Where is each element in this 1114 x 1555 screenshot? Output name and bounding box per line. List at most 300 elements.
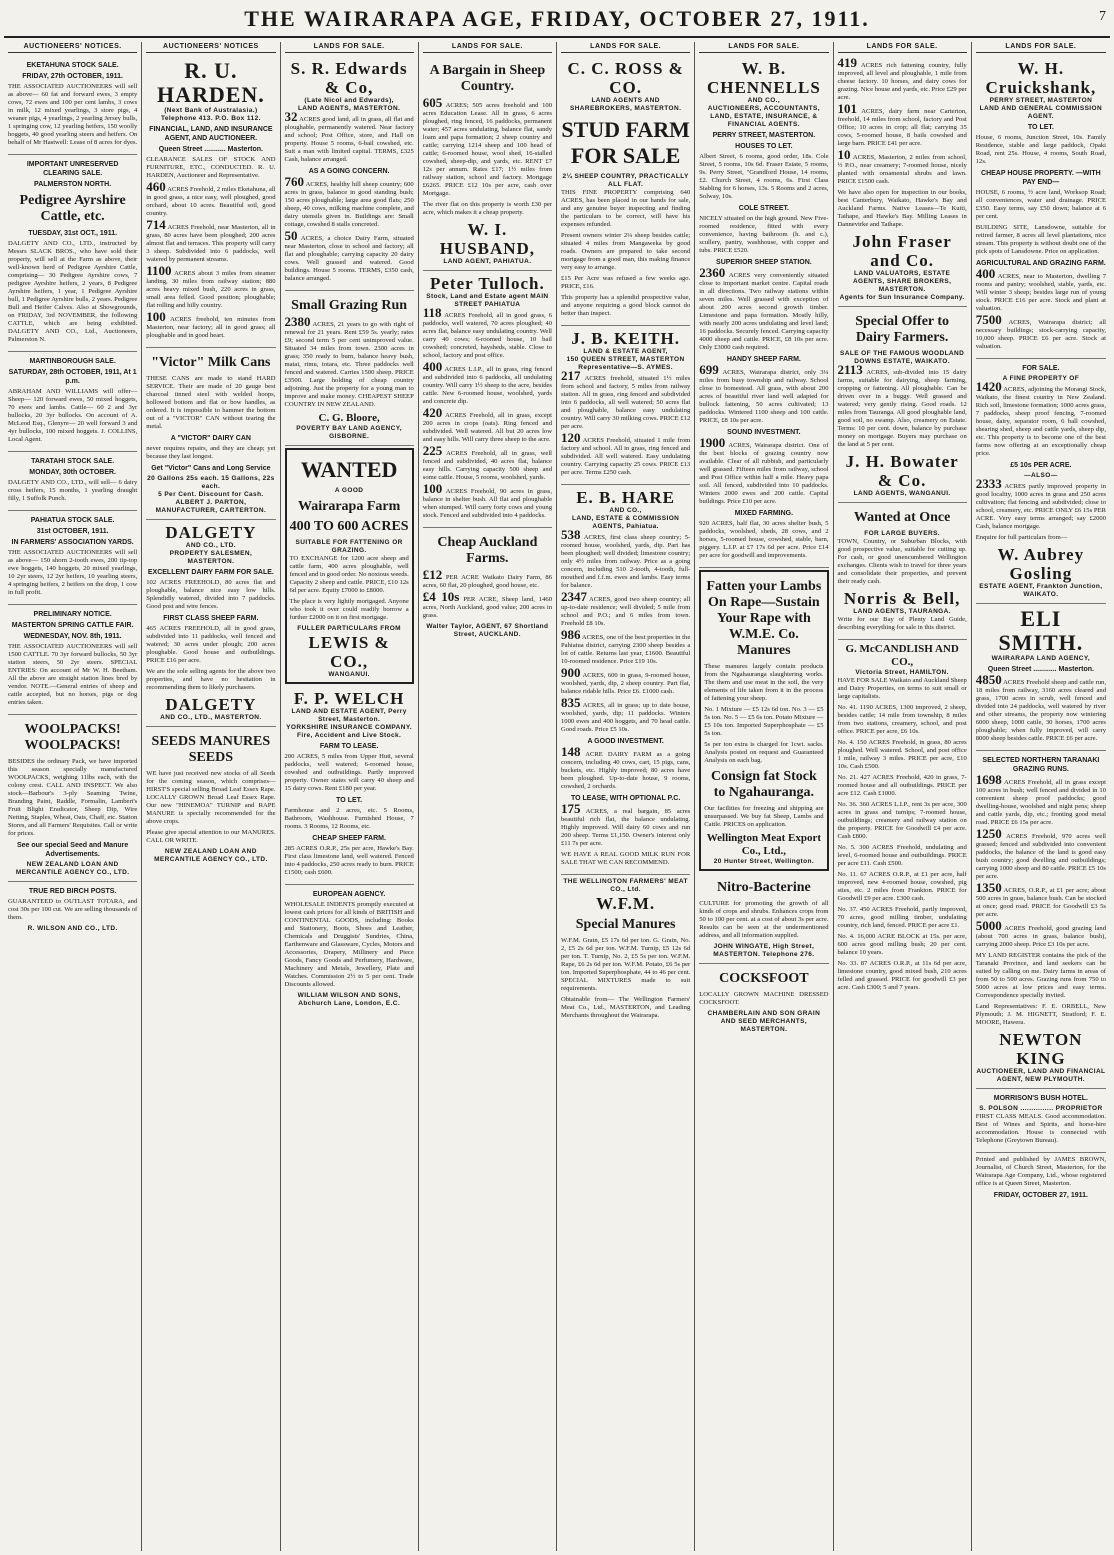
listing (561, 744, 691, 791)
column-4 (419, 42, 557, 1551)
listing (284, 314, 414, 409)
ad-cattle-fair (8, 605, 137, 715)
listing-text: ACRES Freehold sheep and cattle run, 18 miles from railway, 3160 acres cleared and grass, 1700 acres in scrub, well fenced and divided into 24 paddocks, well watered by river and other streams, the property now wintering 6000 sheep, 1000 cattle, 30 horses, 1700 acres ploughable; when fully improved, will carry 8000 sheep besides cattle. PRICE £6 per acre. (975, 679, 1106, 742)
column-header: LANDS FOR SALE. (561, 42, 690, 53)
ad-martinborough-sale (8, 352, 137, 452)
ad-title: WANTED (300, 457, 398, 482)
ad-edwards (285, 56, 414, 291)
listing (146, 217, 276, 264)
listing (422, 95, 552, 198)
ad-sub: AND CO., (609, 507, 642, 514)
ad-heading: PRELIMINARY NOTICE. (33, 611, 112, 618)
ad-text: House, 6 rooms, Junction Street, 10s. Family Residence, stable and large paddock, Opaki Road, rent 25s. House, 4 rooms, South Road, 12s. (975, 134, 1106, 165)
ad-discount: 5 Per Cent. Discount for Cash. (158, 491, 264, 498)
ad-advertiser: ALBERT J. PARTON, MANUFACTURER, CARTERTON. (155, 499, 267, 514)
ad-heading: HOUSES TO LET. (735, 143, 793, 150)
listing-text: ACRES, Wairarapa district; all necessary buildings; stock-carrying capacity, 10,000 sheep. PRICE £6 per acre. Stock at valuation. (975, 319, 1106, 350)
ad-text: Land Representatives: F. E. ORBELL, New Plymouth; J. M. HIGNETT, Stratford; F. E. MOORE, Hawera. (975, 1003, 1106, 1026)
ad-heading: COLE STREET. (738, 205, 789, 212)
ad-sub: ESTATE AGENT, Frankton Junction, WAIKATO. (979, 583, 1103, 598)
listing (422, 589, 552, 620)
ad-heading: HANDY SHEEP FARM. (726, 356, 801, 363)
ad-text: FIRST CLASS MEALS. Good accommodation. Best of Wines and Spirits, and horse-hire accommodation. House is connected with Telephone (Greytown Bureau). (975, 1113, 1106, 1144)
listing (561, 801, 691, 848)
listing-text: ACRES, all in grass; up to date house, woolshed, yards, dip; 11 paddocks. Winters 1000 ewes and 400 hoggets, and 70 head cattle. Good roads. Price £5 10s. (561, 702, 691, 733)
ad-title: "Victor" Milk Cans (151, 355, 271, 370)
listing (561, 665, 691, 696)
ad-date: SATURDAY, 28th OCTOBER, 1911, At 1 p.m. (8, 369, 137, 385)
ad-title: Cheap Auckland Farms. (437, 535, 538, 566)
ad-title: Nitro-Bacterine (716, 880, 811, 895)
ad-text: HAVE FOR SALE Waikato and Auckland Sheep and Dairy Properties, on terms to suit small or large capitalists. (837, 677, 967, 700)
ad-sub: MASTERTON SPRING CATTLE FAIR. (11, 622, 134, 629)
listing (975, 880, 1106, 919)
advertiser-name: R. U. HARDEN. (156, 58, 265, 107)
ad-text: Write for our Bay of Plenty Land Guide, describing everything for sale in this district. (837, 616, 967, 631)
ad-dalgety (146, 520, 275, 727)
listing-text: ACRES, Masterton, 2 miles from school, ½ P.O., near creamery; 7-roomed house, nicely planted with ornamental shrubs and lawn. PRICE £1500 cash. (837, 154, 967, 185)
listing-text: ACRES Freehold, 2 miles Eketahuna, all in good grass, a nice easy, well ploughed, good orchard, about 10 acres. Beautiful soil, good country. (146, 186, 276, 217)
listing (837, 101, 967, 148)
listing-text: ACRES Freehold, near Masterton, all in grass, 80 acres have been ploughed; 200 acres almost flat and terraces. This property will carry 3 sheep. Subdivided into 6 paddocks, well watered by permanent streams. (146, 224, 276, 263)
ad-advertiser: WILLIAM WILSON AND SONS, Abchurch Lane, London, E.C. (297, 992, 401, 1007)
listing-text: ACRES, adjoining the Morangi Stock, Waikato, the finest country in New Zealand. Rich soil, limestone formation; 1000 acres grass, 7 paddocks, sheep proof fencing, 7-roomed house, dairy, separator room, 6 ball cowshed, shearing shed, sheep and cattle yards, sheep dip, etc. This property is to become one of the best farms now offering at an exceptionally cheap price. (975, 386, 1106, 457)
listing-acres: 699 (699, 362, 719, 377)
ad-date: WEDNESDAY, NOV. 8th, 1911. (23, 633, 122, 640)
ad-range: 400 TO 600 ACRES (289, 519, 409, 534)
listing (837, 55, 967, 102)
listing (975, 379, 1106, 458)
ad-taranaki-runs (976, 751, 1106, 1089)
ad-keith (561, 326, 690, 485)
ad-text: THE ASSOCIATED AUCTIONEERS will sell as above— 150 shorn 2-tooth ewes, 200 tip-top ewe hoggets, 140 hoggets, 20 mixed yearlings, 10 2yr steers, 12 2yr heifers, 10 yearling steers, 4 springing heifers, 2 heifers on the drop, 1 cow in full profit. (8, 549, 138, 596)
listing (975, 312, 1106, 351)
listing-text: ACRES, 600 in grass, 9-roomed house, woolshed, yards, dip, 2 sheep country. Part flat, balance ridable hills. Price £6. £1000 cash. (561, 672, 691, 695)
ad-heading: SUPERIOR SHEEP STATION. (716, 259, 812, 266)
listing-acres: 1698 (975, 772, 1002, 787)
listing-text: ACRES, a real bargain, 85 acres beautiful rich flat, the balance undulating. Highly improved. Will dairy 60 cows and run 200 sheep. Terms £1,150. Owner's interest only £11 7s per acre. (561, 808, 691, 847)
ad-line: LAND, ESTATE & COMMISSION AGENTS, Pahiatua. (571, 515, 680, 530)
listing-text: ACRES, O.R.P., at £1 per acre; about 500 acres in grass, balance bush. Can be stocked at once; good road. PRICE for Goodwill £3 5s per acre. (975, 887, 1106, 918)
ad-european-agency (285, 885, 414, 1012)
listing-text: ACRES Freehold, 970 acres well grassed; fenced and subdivided into convenient paddocks, the balance of the land is good easy bush country; good dwelling and outbuildings; carrying 1000 sheep and 80 cattle. PRICE £5 10s per acre. (975, 833, 1106, 880)
listing-acres: 32 (284, 109, 298, 124)
ad-note: FULLER PARTICULARS FROM (297, 625, 401, 632)
listing-acres: 400 (975, 266, 996, 281)
listing-text: ACRES Freehold, all in good grass, 6 paddocks, well watered, 70 acres ploughed; 40 acres flat, balance easy undulating country. Well carry 40 cows; 6-roomed house, 10 bail cowshed; concreted, haysheds, stable. Close to school, factory and post office. (422, 312, 552, 359)
listing-acres: 2360 (699, 265, 726, 280)
ad-sub: AND CO., LTD. (185, 542, 236, 549)
ad-place: PERRY STREET, MASTERTON. (712, 132, 816, 139)
listing-acres: 4850 (975, 672, 1002, 687)
listing-price: £4 10s (422, 589, 460, 604)
ad-heading: AS A GOING CONCERN. (308, 168, 390, 175)
listing (699, 362, 829, 425)
ad-text: WHOLESALE INDENTS promptly executed at lowest cash prices for all kinds of BRITISH and CONTINENTAL GOODS, including: Books and Stationery, Boots, Shoes and Leather, Chemicals and Druggists' Sundries, China, Earthenware and Glassware, Cycles, Motors and Accessories, Drapery, Millinery and Piece Goods, Fancy Goods and Perfumery, Hardware, Machinery and Metals, Jewellery, Plate and Watches. Commission 2½ to 5 per cent. Trade Discounts allowed. (284, 901, 414, 988)
listing-acres: 5000 (975, 918, 1002, 933)
ad-text: THE ASSOCIATED AUCTIONEERS will sell 1500 CATTLE. 70 3yr forward bullocks, 50 3yr station steers, 50 2yr steers. SPECIAL ENTRIES: On account of Mr W. H. Beetham. All the above are straight station lines bred by vendor. NOTE.—General entries of sheep and cattle accepted, but no horses, pigs or dog entries taken. (8, 643, 138, 706)
listing-acres: 835 (561, 695, 581, 710)
ad-title: Small Grazing Run (291, 298, 408, 313)
ad-text: These manures largely contain products from the Ngahauranga slaughtering works. The them and use meat in the soil, the very elements of life taken from it in the process of fattening your sheep. (704, 663, 824, 702)
listing-text: ACRES Freehold, all in grass, except 200 acres in crops (oats). Ring fenced and subdivided. Well watered. All but 20 acres low and easy hills. Will carry three sheep to the acre. (422, 412, 552, 443)
listing-acres: 1350 (975, 880, 1002, 895)
column-header: LANDS FOR SALE. (838, 42, 967, 53)
listing (422, 405, 552, 444)
ad-place: PALMERSTON NORTH. (34, 181, 112, 188)
ad-sub: 2¼ SHEEP COUNTRY, PRACTICALLY ALL FLAT. (562, 173, 689, 188)
listing (837, 362, 967, 449)
listing-text: ACRES L.I.P., all in grass, ring fenced and subdivided into 6 paddocks, all undulating country. Will carry 1½ sheep to the acre, besides cattle. New 6-roomed house, woolshed, yards and concrete dip. (422, 366, 552, 405)
ad-note: See our special Seed and Manure Advertisements. (16, 842, 129, 858)
listing: No. 33. 87 ACRES O.R.P., at 11s 6d per acre, limestone country, good mixed bush, 210 acres felled and grassed. PRICE for goodwill £3 per acre. Cash £300; 5 and 7 years. (837, 960, 967, 991)
ad-heading: EXCELLENT DAIRY FARM FOR SALE. (147, 569, 274, 576)
ad-heading: FOR SALE. (1022, 365, 1060, 372)
ad-sub: AND CO., LTD., MASTERTON. (160, 714, 262, 721)
ad-advertiser: R. WILSON AND CO., LTD. (27, 925, 118, 932)
ad-advertiser: NEW ZEALAND LOAN AND MERCANTILE AGENCY CO., LTD. (15, 861, 130, 876)
advertiser-name: C. C. ROSS & CO. (567, 59, 684, 97)
listing-acres: 2333 (975, 476, 1002, 491)
ad-text: W.F.M. Grain, £5 17s 6d per ton. G. Grain, No. 2, £5 2s 6d per ton. W.F.M. Turnip, £5 12s 6d per ton. T. Turnip, No. 2, £5 5s per ton. W.F.M. Rape, £6 2s 6d per ton. W.F.M. Potato, £6 5s per ton. Imported Superphosphate, 44 to 46 per cent. SPECIAL MIXTURES made to suit requirements. (561, 937, 691, 992)
advertiser-name: Peter Tulloch. (430, 274, 545, 293)
ad-text: THESE CANS are made to stand HARD SERVICE. Their are made of 20 gauge best charcoal tinned steel with welded hoops, hollowed bottom and flat or bow handles, as ordered. It is impossible to hammer the bottom out of a "VICTOR" CAN without tearing the metal. (146, 375, 276, 430)
ad-advertiser: NEW ZEALAND LOAN AND MERCANTILE AGENCY CO., LTD. (154, 848, 268, 863)
listing-acres: 225 (422, 443, 443, 458)
ad-sub: WANGANUI. (328, 671, 370, 678)
listing-text: ACRES freehold, situated 1½ miles from school and factory, 5 miles from railway station. All in grass, ring fenced and subdivided into 6 paddocks, all well watered; 50 acres flat and ploughable, balance easy undulating country. Will carry 30 milking cows. PRICE £12 per acre. (561, 375, 691, 430)
ad-wanted-at-once (838, 503, 967, 640)
advertiser-name: LEWIS & CO., (308, 633, 390, 671)
listing (837, 147, 967, 186)
listing-acres: 714 (146, 217, 166, 232)
ad-heading: TO LET. (336, 797, 363, 804)
ad-text: BESIDES the ordinary Pack, we have imported this season specially manufactured WOOLPACKS, weighing 11lbs each, with the colony crest. CALL AND INSPECT. We also stock—Barbour's 3-ply Seaming Twine, Branding Paint, Raddle, Formalin, Lambert's Fruit Blight Eradicator, Sheep Dip, Wire Netting, Staples, Wheat, Oats, Chaff, etc. Station Stores, and all Farmers' Requisites. Call or write for prices. (8, 758, 138, 837)
column-header: AUCTIONEERS' NOTICES. (8, 42, 137, 53)
advertiser-name: Wellington Meat Export Co., Ltd., (706, 832, 822, 857)
listing (561, 627, 691, 666)
listing-text: ACRES Freehold, all in grass, well fenced and subdivided, 40 acres flat, balance easy hills. Carrying capacity 500 sheep and some cattle. House, 5 rooms, woolshed, yards. (422, 450, 552, 481)
ad-text: THE ASSOCIATED AUCTIONEERS will sell as above— 60 fat and forward ewes, 3 empty cows, 72 ewes and 100 per cent lambs, 3 cows in milk, 12 mixed yearlings, 3 store pigs, 4 weaner pigs, 4 yearlings, 2 yearling Jersey bulls, 1 springing cow, 12 yearling heifers, 150 woolly hoggets, 40 good yearling steers and heifers. On behalf of Mr Hastwell: Lease of 8 acres for dyes. (8, 83, 138, 146)
ad-address: 20 Hunter Street, Wellington. (713, 858, 815, 865)
ad-sub: WAIRARAPA LAND AGENCY, (991, 655, 1091, 662)
ad-wanted-farm (285, 448, 414, 684)
advertiser-name: W. B. CHENNELLS (706, 59, 821, 97)
advertiser-name: J. H. Bowater & Co. (845, 452, 959, 490)
ad-representative: Representative—S. AYMES. (578, 364, 673, 371)
column-6 (695, 42, 833, 1551)
ad-sub: AUCTIONEER, LAND AND FINANCIAL AGENT, NEW PLYMOUTH. (976, 1068, 1106, 1083)
advertiser-name: DALGETY (165, 695, 257, 714)
ad-morrisons-hotel (976, 1089, 1106, 1153)
listing-text: ACRES rich fattening country, fully improved, all level and ploughable, 1 mile from cheese factory. 10 horses, and dairy cows for grazing. Nice house and yards, etc. Price £29 per acre. (837, 62, 967, 101)
ad-text: 102 ACRES FREEHOLD, 80 acres flat and ploughable, balance nice easy low hills. Splendidly watered, divided into 7 paddocks. Good post and wire fences. (146, 579, 276, 610)
ad-heading: TO LEASE, WITH OPTIONAL P.C. (570, 795, 681, 802)
advertiser-name: E. B. HARE (576, 488, 676, 507)
ad-text: BUILDING SITE, Lansdowne, suitable for retired farmer, 8 acres all level plantations, nice stream. This property is without doubt one of the pick spots of Lansdowne. Price on application. (975, 224, 1106, 255)
listing: No. 11. 67 ACRES O.R.P., at £1 per acre, half improved, new 4-roomed house, cowshed, pig sties, etc. 2 miles from Frankton. PRICE for Goodwill £9 per acre. £300 cash. (837, 871, 967, 902)
ad-line: S. POLSON ............... PROPRIETOR (979, 1105, 1103, 1112)
ad-birch-posts (8, 882, 137, 937)
column-header: LANDS FOR SALE. (976, 42, 1106, 53)
ad-bargain-sheep (423, 56, 552, 271)
listing (561, 368, 691, 431)
ad-heading: MARTINBOROUGH SALE. (29, 358, 116, 365)
ad-text: We are the sole selling agents for the above two properties, and have no hesitation in recommending them to likely purchasers. (146, 668, 276, 691)
ad-advertiser: CHAMBERLAIN AND SON GRAIN AND SEED MERCHANTS, MASTERTON. (707, 1010, 821, 1033)
ad-line: Agents for Sun Insurance Company. (839, 294, 965, 301)
ad-title: Pedigree Ayrshire Cattle, etc. (19, 193, 126, 224)
listing-price: £12 (422, 567, 443, 582)
ad-heading: AGRICULTURAL AND GRAZING FARM. (976, 260, 1106, 267)
ad-victor-cans (146, 348, 275, 520)
ad-sub: A GOOD (334, 487, 364, 494)
listing: No. 5. 300 ACRES Freehold, undulating and level, 6-roomed house and outbuildings. PRICE per acre £11. Cash £500. (837, 844, 967, 867)
listing-acres: 100 (146, 309, 166, 324)
ad-eketahuna-sale (8, 56, 137, 155)
listing (146, 179, 276, 218)
ad-sub: LAND AGENTS AND SHAREBROKERS, MASTERTON. (569, 97, 682, 112)
listing-text: ACRES, near to Masterton, dwelling 7 rooms and pantry; woolshed, stable, yards, etc. Will winter 3 sheep; besides large run of young stock. PRICE £16 per acre. Stock and plant at valuation. (975, 273, 1106, 312)
ad-sub: LAND AGENT, PAHIATUA. (443, 258, 532, 265)
listing-text: PER ACRE, Sheep land, 1460 acres, North Auckland, good value; 200 acres in grass. (422, 596, 552, 619)
columns (4, 42, 1110, 1551)
listing: No. 36. 360 ACRES L.I.P., rent 3s per acre, 300 acres in grass and turnips; 7-roomed house, outbuildings; creamery and railway station on the property. PRICE for Goodwill £4 per acre. Cash £800. (837, 801, 967, 840)
ad-sub: LAND VALUATORS, ESTATE AGENTS, SHARE BROKERS, MASTERTON. (852, 270, 952, 293)
ad-sub: LAND & ESTATE AGENT, (583, 348, 668, 355)
listing (561, 527, 691, 590)
ad-title: WOOLPACKS! WOOLPACKS! (24, 722, 121, 753)
listing-text: PER ACRE Waikato Dairy Farm, 86 acres, 60 flat, 20 ploughed, good house, etc. (422, 574, 552, 589)
column-2 (142, 42, 280, 1551)
listing-text: ACRES, good two sheep country; all up-to-date residence; well divided; 5 mile from school and P.O.; and 6 miles from town. Freehold £8 10s. (561, 596, 691, 627)
listing-acres: 400 (422, 359, 443, 374)
advertiser-name: G. McCANDLISH AND CO., (845, 643, 959, 668)
listing (975, 266, 1106, 313)
listing-text: ACRES; 505 acres freehold and 100 acres Education Lease. All in grass, 6 acres ploughed, ring fenced, 16 paddocks, permanent water; 457 acres undulating, balance flat, sandy loam and papa formation; 2 sheep country and cattle; carrying 1214 sheep and 100 head of cattle; 6-roomed house, wool shed, 16-stalled cowshed, sheep-dip, and yards, etc. RENT £7 12s per annum. Rates £17; 1½ miles from railway station, school and factory. Mortgage £6265. PRICE £12 10s per acre, cash over Mortgage. (422, 102, 552, 197)
ad-heading: FIRST CLASS SHEEP FARM. (163, 615, 259, 622)
listing (284, 228, 414, 283)
ad-text: LOCALLY GROWN MACHINE DRESSED COCKSFOOT. (699, 991, 829, 1006)
ad-place: IN FARMERS' ASSOCIATION YARDS. (11, 539, 134, 546)
ad-text: TOWN, Country, or Suburban Blocks, with good prospective value, suitable for cutting up. For cash, or good unencumbered Wellington exchanges. Clients wish to travel for three years and consolidate their properties, and prevent their ready cash. (837, 538, 967, 585)
ad-text: The place is very lightly mortgaged. Anyone who took it over could readily borrow a further £2000 on it on first mortgage. (289, 598, 409, 621)
ad-line: LAND AGENTS, MASTERTON. (297, 105, 401, 112)
listing (422, 443, 552, 482)
ad-fraser-listings (838, 56, 967, 307)
listing (422, 305, 552, 360)
listing-text: ACRES very conveniently situated close to important market centre. Capital roads in all directions. Two railway stations within seven miles. Well grassed with exception of about 200 acres second growth timber. Limestone and papa formation. Mostly hilly, with nearly 200 acres undulating and level land; 16 paddocks. Securely fenced. Carrying capacity 4000 sheep and cattle. PRICE, £8 10s per acre. Only £3000 cash required. (699, 272, 829, 351)
listing (975, 772, 1106, 827)
ad-sub: A "VICTOR" DAIRY CAN (170, 435, 251, 442)
ad-text: THIS FINE PROPERTY comprising 640 ACRES, has been placed in our hands for sale, and any genuine buyer inspecting and finding the particulars to be correct, will have his expenses refunded. (561, 189, 691, 228)
imprint (976, 1153, 1106, 1206)
column-header: LANDS FOR SALE. (285, 42, 414, 53)
listing-text: ACRES Freehold, all in grass except 100 acres in bush; well fenced and divided in 10 convenient sheep proof paddocks; good dwelling-house, woolshed and night pens; sheep and cattle yards, dip, etc.; fronting good metal road. PRICE £6 15s per acre. (975, 779, 1106, 826)
ad-heading: EKETAHUNA STOCK SALE. (26, 62, 119, 69)
ad-line: AUCTIONEERS, ACCOUNTANTS, LAND, ESTATE, INSURANCE, & FINANCIAL AGENTS. (707, 105, 820, 128)
ad-heading: PAHIATUA STOCK SALE. (30, 517, 115, 524)
advertiser-name: NEWTON KING (999, 1030, 1083, 1068)
listing-acres: 986 (561, 627, 581, 642)
ad-slogan: Get "Victor" Cans and Long Service (151, 465, 271, 472)
ad-seeds-manures (146, 727, 275, 868)
ad-harden (146, 56, 275, 348)
ad-prices: No. 1 Mixture — £5 12s 6d ton. No. 3 — £5 5s ton. No. 5 — £5 6s ton. Potato Mixture — £5 10s ton. Imported Superphosphate — £5 5s ton. (704, 706, 824, 737)
advertiser-name: ELI SMITH. (998, 606, 1084, 655)
ad-title: STUD FARM FOR SALE (561, 117, 690, 168)
ad-text: TO EXCHANGE for 1200 acre sheep and cattle farm, 400 acres ploughable, well fenced and in good order. No noxious weeds. Capacity 2 sheep and cattle. PRICE, £10 12s 6d per acre. Equity £7000 to £8000. (289, 555, 409, 594)
listing (699, 265, 829, 352)
ad-text: CULTURE for promoting the growth of all kinds of crops and shrubs. Enhances crops from 50 to 100 per cent. at a cost of about 3s per acre. Results can be seen at the undermentioned address, and all information supplied. (699, 900, 829, 939)
ad-text: WE HAVE A REAL GOOD MILK RUN FOR SALE THAT WE CAN RECOMMEND. (561, 851, 691, 866)
listing (561, 430, 691, 477)
ad-line: YORKSHIRE INSURANCE COMPANY. Fire, Accident and Live Stock. (286, 724, 413, 739)
advertiser-name: C. G. Bloore, (318, 412, 380, 424)
ad-text: Please give special attention to our MANURES. CALL OR WRITE. (146, 829, 276, 844)
ad-title: A Bargain in Sheep Country. (429, 63, 546, 94)
ad-wfm-manures (561, 875, 690, 1027)
ad-title: Consign fat Stock to Ngahauranga. (710, 769, 817, 800)
ad-text: Farmhouse and 2 acres, etc. 5 Rooms, Bathroom, Washhouse. Furnished House, 7 rooms. 3 Rooms, 12 Rooms, etc. (284, 807, 414, 830)
advertiser-name: Norris & Bell, (843, 589, 961, 608)
ad-heading: CHEAP HOUSE PROPERTY. —WITH PAY END— (981, 170, 1101, 186)
listing-acres: 1250 (975, 826, 1002, 841)
ad-title: COCKSFOOT (719, 971, 809, 986)
ad-heading: CHEAP SHEEP FARM. (312, 835, 386, 842)
ad-text: Present owners winter 2¼ sheep besides cattle; situated 4 miles from Mangaweka by good roads. Owners are prepared to take second mortgage from a good man, this making finance very easy to arrange. (561, 232, 691, 271)
listing-text: ACRES, one of the best properties in the Pahiatua district, carrying 2300 sheep besides a lot of cattle. Returns last year, £1600. Beautiful 10-roomed residence. Price £19 10s. (561, 634, 691, 665)
listing-acres: 1100 (146, 263, 172, 278)
ad-woolpacks (8, 715, 137, 882)
ad-text: This property has a splendid prospective value, and anyone requiring a good block cannot do better than inspect. (561, 294, 691, 317)
ad-text: DALGETY AND CO., LTD., will sell— 6 dairy cross heifers, 15 months, 1 yearling draught filly, 1 Suffolk Punch. (8, 479, 138, 502)
listing (284, 109, 414, 164)
listing-acres: 2347 (561, 589, 587, 604)
listing-acres: 10 (837, 147, 851, 162)
advertiser-name: F. P. WELCH (293, 689, 405, 708)
page-number: 7 (1099, 9, 1106, 24)
ad-also: —ALSO— (1024, 472, 1058, 479)
ad-cruickshank (976, 56, 1106, 359)
ad-advertiser: JOHN WINGATE, High Street, MASTERTON. Telephone 276. (713, 943, 815, 958)
ad-text: Albert Street, 6 rooms, good order, 18s. Cole Street, 5 rooms, 10s 6d. Fraser Estate, 5 rooms, 9s. Perry Street, "Grandford House, 14 rooms, £2. Church Street, 4 rooms, 6s. First Class Stabling for 6 horses, 13s. 5 Rooms and 2 acres, Solway, 10s. (699, 153, 829, 200)
ad-text: never requires repairs, and they are cheap; yet because they last longest. (146, 445, 276, 460)
ad-text: The river flat on this property is worth £30 per acre, which makes it a cheap property. (422, 201, 552, 216)
ad-sub: LAND AGENTS, WANGANUI. (853, 490, 951, 497)
ad-sub: LAND AND ESTATE AGENT, Perry Street, Masterton. (291, 708, 407, 723)
listing-acres: 148 (561, 744, 581, 759)
listing-text: ACRES Freehold, situated 1 mile from factory and school. All in grass, ring fenced and subdivided. All well watered. Easy undulating country. Carrying capacity 25 cows. PRICE £13 per acre. Terms £250 cash. (561, 437, 691, 476)
ad-heading: IMPORTANT UNRESERVED CLEARING SALE. (26, 161, 119, 177)
ad-heading: SELECTED NORTHERN TARANAKI GRAZING RUNS. (982, 757, 1100, 773)
ad-line: PROPERTY SALESMEN, MASTERTON. (169, 550, 253, 565)
ad-auckland-farms (423, 528, 552, 643)
listing-acres: 120 (561, 430, 581, 445)
column-8 (972, 42, 1110, 1551)
listing-text: ACRES partly improved property in good locality, 1000 acres in grass and 250 acres cultivation; flat fencing and subdivided; close to school, creamery, etc. PRICE ONLY £6 15s PER ACRE. Very easy terms arranged; say £2000 Cash, balance mortgage. (975, 483, 1106, 530)
ad-sub: Victoria Street, HAMILTON. (855, 669, 949, 676)
ad-date: 31st OCTOBER, 1911. (36, 528, 109, 535)
ad-mccandlish (838, 640, 967, 999)
ad-sub: A FINE PROPERTY OF (1002, 375, 1080, 382)
ad-text: 465 ACRES FREEHOLD, all in good grass, subdivided into 11 paddocks, well fenced and watered; 30 acres under plough; 200 acres ploughable. Good house and outbuildings. PRICE £16 per acre. (146, 625, 276, 664)
listing-text: ACRES freehold, ten minutes from Masterton, near factory; all in good grass; all ploughable and in good heart. (146, 316, 276, 339)
ad-welch (285, 686, 414, 885)
ad-sub: LAND AGENTS, TAURANGA. (853, 608, 951, 615)
listing (422, 567, 552, 590)
ad-title: Special Offer to Dairy Farmers. (855, 314, 950, 345)
listing-text: ACRES Freehold, good grazing land (about 700 acres in grass, balance bush), carrying 2000 sheep. Price £3 10s per acre. (975, 925, 1106, 948)
ad-date: MONDAY, 30th OCTOBER. (29, 469, 116, 476)
listing: No. 4. 150 ACRES Freehold, in grass, 80 acres ploughed. Well watered. School, and post office 1 mile, railway 3 miles. PRICE per acre, £10 10s. Cash £500. (837, 739, 967, 770)
ad-sub: SALE OF THE FAMOUS WOODLAND DOWNS ESTATE, WAIKATO. (840, 350, 965, 365)
listing: No. 4. 16,000 ACRE BLOCK at 15s. per acre, 600 acres good milling bush; 20 per cent. balance 10 years. (837, 933, 967, 956)
listing-acres: 1900 (699, 435, 726, 450)
ad-chennells (699, 56, 828, 568)
ad-wme-manures (699, 570, 828, 871)
ad-date: FRIDAY, 27th OCTOBER, 1911. (22, 73, 123, 80)
listing-acres: 7500 (975, 312, 1002, 327)
ad-sub: SUITABLE FOR FATTENING OR GRAZING. (295, 539, 403, 554)
ad-text: 285 ACRES O.R.P., 25s per acre, Hawke's Bay. First class limestone land, well watered. Fenced into 4 paddocks, 250 acres ready to burn. PRICE £1500; cash £600. (284, 845, 414, 876)
listing (146, 309, 276, 340)
ad-price: £5 10s PER ACRE. (1010, 462, 1072, 469)
ad-taratahi-sale (8, 452, 137, 511)
advertiser-name: W. Aubrey Gosling (997, 545, 1085, 583)
ad-text: MY LAND REGISTER contains the pick of the Taranaki Province, and land seekers can be suited by calling on me. Dairy farms in areas of from 50 to 500 acres. Grazing runs from 750 to 5000 acres at low prices and easy terms. Correspondence specially invited. (975, 952, 1106, 999)
ad-heading: EUROPEAN AGENCY. (312, 891, 386, 898)
advertiser-name: W. H. Cruickshank, (985, 59, 1097, 97)
ad-title: Fatten your Lambs On Rape—Sustain Your Rape with W.M.E. Co. Manures (706, 579, 822, 658)
listing-text: ACRES, first class sheep country; 5-roomed house, woolshed, yards, dip. Part has been ploughed; well divided; limestone country; only 4½ miles from railway. Price as a going concern, including 510 2-tooth, 4-tooth, full-mouthed and f.f.m. ewes and lambs. Easy terms for balance. (561, 534, 691, 589)
advertiser-name: J. B. KEITH. (571, 329, 681, 348)
ad-text: 920 ACRES, half flat, 30 acres shelter bush, 5 paddocks, woolshed, sheds, 28 cows, and 2 horses, 5-roomed house, cowshed, stable, barn, piggery. L.I.P. at £7 17s 6d per acre. Price £14 per acre for goodwill and improvements. (699, 520, 829, 559)
listing-text: ACRES about 3 miles from steamer landing, 30 miles from railway station; 880 acres heavy mixed bush, 220 acres in grass, small area felled. Good position; ploughable; flat rolling and hilly country. (146, 270, 276, 309)
listing-acres: 419 (837, 55, 857, 70)
newspaper-title: THE WAIRARAPA AGE, FRIDAY, OCTOBER 27, 1911. (244, 6, 870, 31)
ad-title: Wairarapa Farm (297, 499, 401, 514)
ad-date: TUESDAY, 31st OCT., 1911. (28, 230, 118, 237)
ad-text: £15 Per Acre was refused a few weeks ago. PRICE, £16. (561, 275, 691, 290)
ad-sub: PERRY STREET, MASTERTON (989, 97, 1093, 104)
listing (561, 589, 691, 628)
listing-acres: 101 (837, 101, 857, 116)
ad-dairy-offer (838, 307, 967, 503)
listing (699, 435, 829, 506)
listing (975, 826, 1106, 881)
ad-sub: THE WELLINGTON FARMERS' MEAT CO., Ltd. (563, 878, 688, 893)
column-7 (834, 42, 972, 1551)
listing-acres: 420 (422, 405, 443, 420)
listing: No. 21. 427 ACRES Freehold, 420 in grass, 7-roomed house and all outbuildings. PRICE per acre £12. Cash £1000. (837, 774, 967, 797)
listing-text: ACRES, 21 years to go with right of renewal for 21 years. Rent £59 5s. yearly; rates £9; second term 5 per cent unimproved value. Situated 34 miles from town. 2300 acres in grass; 350 ready to burn, balance heavy bush, matai, rimu, totara, etc. Three paddocks well fenced and watered. Carries 1500 sheep. PRICE £3500. Large holding of cheap country adjoining. Just the property for a young man to improve and make money. CHEAPEST SHEEP COUNTRY IN NEW ZEALAND. (284, 321, 414, 408)
ad-text: GUARANTEED to OUTLAST TOTARA, and cost 30s per 100 cut. We are selling thousands of them. (8, 898, 138, 921)
listing-text: ACRES, sub-divided into 15 dairy farms, suitable for dairying, sheep farming, cropping or fattening. All ploughable. Can be driven over in a buggy. Well grassed and watered; very gently rising. Good roads. 12 miles from Tauranga. All good ploughable land, good soil, no swamp. Also, creamery on Estate. Terms: 10 per cent. down, balance by purchase money on mortgage. Buyers may purchase on the land at 5 per cent. (837, 369, 967, 448)
listing-text: ACRES Freehold, 90 acres in grass, balance in shelter bush. All flat and ploughable when stumped. Will carry forty cows and young stock. Fenced and subdivided into 4 paddocks. (422, 488, 552, 519)
listing-text: ACRES, a choice Dairy Farm, situated near Masterton, close to school and factory; all flat and ploughable; carrying capacity 20 dairy cows. Well grassed and watered. Good buildings. House 5 rooms. TERMS, £350 cash, balance arranged. (284, 235, 414, 282)
listing (561, 695, 691, 734)
listing-text: ACRES, healthy hill sheep country; 600 acres in grass, balance in good standing bush; 150 acres ploughable; large area good flats; 250 sheep, 40 cows, milking machine complete, and dairy utensils given in. Buildings are: Small cottage, cowshed 8 stalls concreted. (284, 181, 414, 228)
column-5 (557, 42, 695, 1551)
listing-acres: 538 (561, 527, 581, 542)
listing (975, 476, 1106, 531)
listing-text: ACRES, dairy farm near Carterton, freehold, 14 miles from school, factory and Post Office; 10 acres in crop; all flat; carrying 35 cows, 5-roomed house, 8 bails cowshed and large barn. PRICE £41 per acre. (837, 108, 967, 147)
ad-hare (561, 485, 690, 875)
ad-text: We have also open for inspection in our books, best Canterbury, Waikato, Hawke's Bay and Auckland Farms. Native Leases—Te Kuiti, Taihape, and Hawke's Bay. Milling Leases in Dannevirke and Taihape. (837, 189, 967, 228)
listing-acres: 1420 (975, 379, 1002, 394)
ad-sub: (Late Nicol and Edwards), (304, 97, 394, 104)
